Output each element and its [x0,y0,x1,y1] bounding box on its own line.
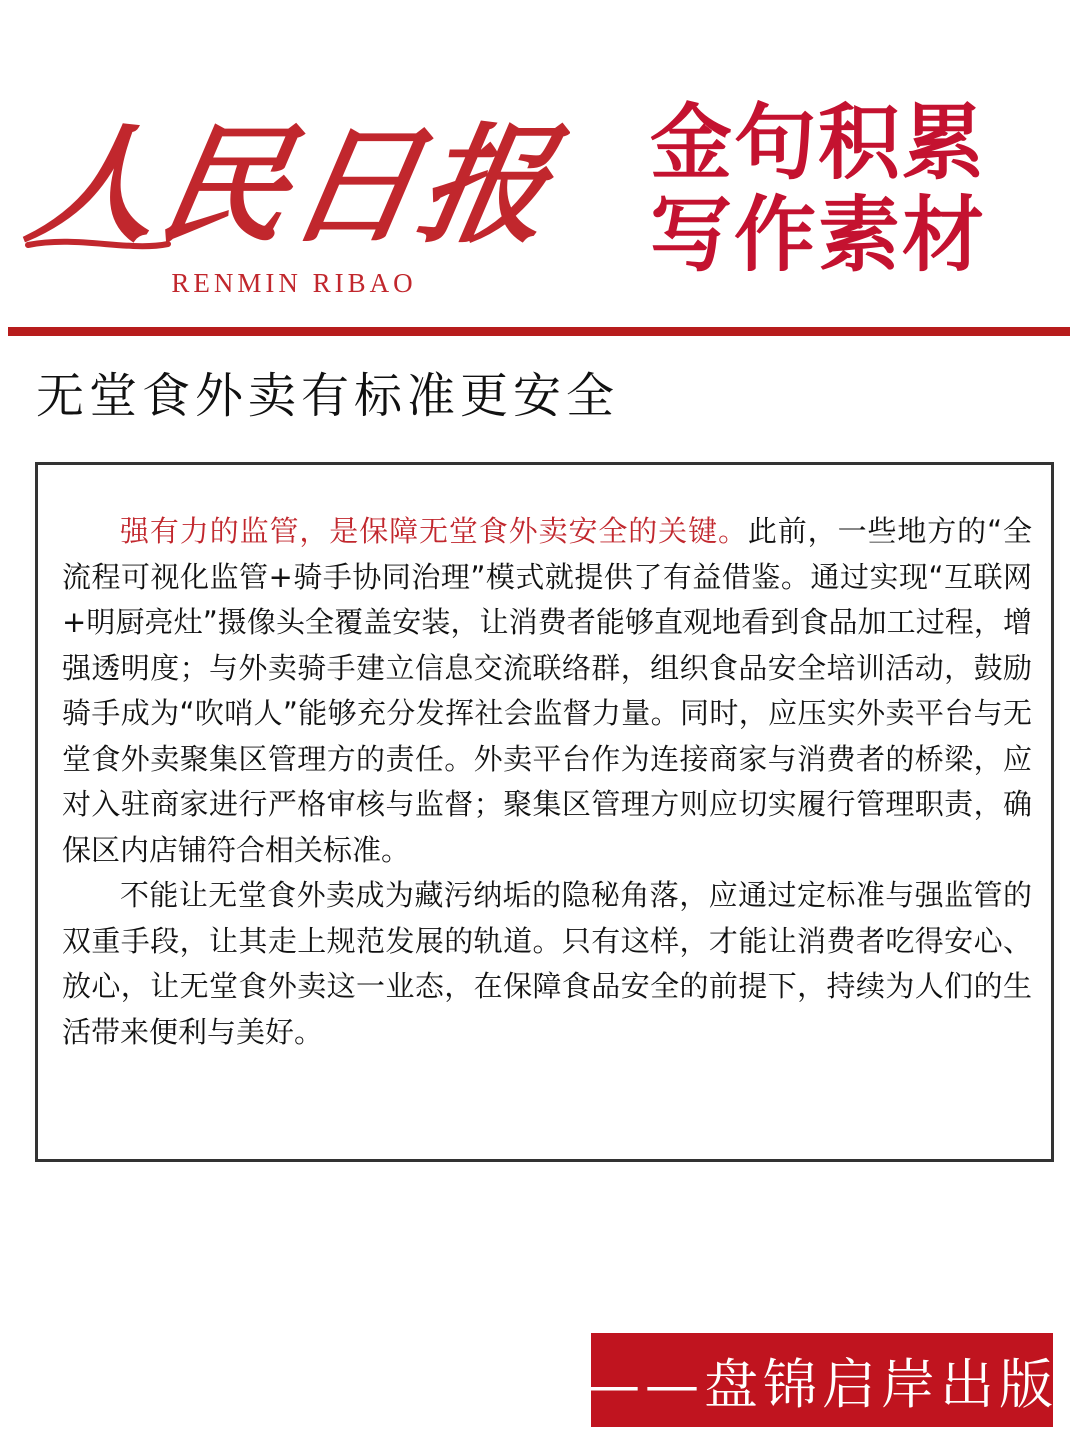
paragraph-2: 不能让无堂食外卖成为藏污纳垢的隐秘角落，应通过定标准与强监管的双重手段，让其走上规范发展的轨道。只有这样，才能让消费者吃得安心、放心，让无堂食外卖这一业态，在保障食品安全的前提下，持续为人们的生活带来便利与美好。 [62,878,1032,1049]
tag-line-2: 写作素材 [650,188,987,283]
article-text [62,509,1032,1055]
paragraph-1-body: 此前，一些地方的“全流程可视化监管+骑手协同治理”模式就提供了有益借鉴。通过实现“互联网+明厨亮灶”摄像头全覆盖安装，让消费者能够直观地看到食品加工过程，增强透明度；与外卖骑手建立信息交流联络群，组织食品安全培训活动，鼓励骑手成为“吹哨人”能够充分发挥社会监督力量。同时，应压实外卖平台与无堂食外卖聚集区管理方的责任。外卖平台作为连接商家与消费者的桥梁，应对入驻商家进行严格审核与监督；聚集区管理方则应切实履行管理职责，确保区内店铺符合相关标准。 [62,514,1032,867]
paragraph-1 [62,509,1032,873]
logo-subtitle: RENMIN RIBAO [171,268,417,298]
logo-wordmark: 人民日报 [18,110,565,261]
paragraph-1-emphasis: 强有力的监管，是保障无堂食外卖安全的关键。 [120,514,748,548]
publisher-stamp: ——盘锦启岸出版 [591,1333,1053,1427]
people-daily-logo [18,30,570,312]
tag-line-1: 金句积累 [650,96,987,191]
tag-heading [650,98,1040,282]
header-divider [8,327,1070,336]
article-box [35,462,1054,1162]
article-title: 无堂食外卖有标准更安全 [36,368,620,424]
